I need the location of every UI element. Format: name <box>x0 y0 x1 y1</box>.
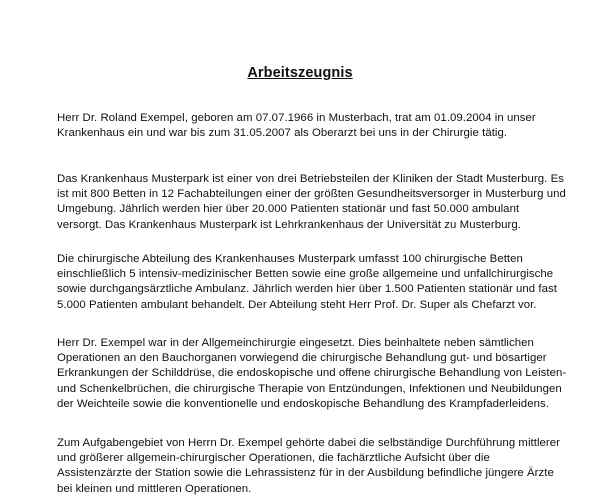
document-title: Arbeitszeugnis <box>247 65 353 81</box>
paragraph-surgery-department: Die chirurgische Abteilung des Krankenhauses Musterpark umfasst 100 chirurgische Betten einschließlich 5 intensiv-medizinischer Betten sowie eine große allgemeine und unfallchirurgische sowie durchgangsärztliche Ambulanz. Jährlich werden hier über 1.500 Patienten stationär und fast 5.000 Patienten ambulant behandelt. Der Abteilung steht Herr Prof. Dr. Super als Chefarzt vor. <box>57 253 557 311</box>
paragraph-duties: Zum Aufgabengebiet von Herrn Dr. Exempel gehörte dabei die selbständige Durchführung mittlerer und größerer allgemein-chirurgischer Operationen, die fachärztliche Aufsicht über die Assistenzärzte der Station sowie die Lehrassistenz für in der Ausbildung befindliche jüngere Ärzte bei kleinen und mittleren Operationen. <box>57 437 561 495</box>
paragraph-introduction: Herr Dr. Roland Exempel, geboren am 07.07.1966 in Musterbach, trat am 01.09.2004 in unser Krankenhaus ein und war bis zum 31.05.2007 als Oberarzt bei uns in der Chirurgie tätig. <box>57 112 536 140</box>
paragraph-responsibilities: Herr Dr. Exempel war in der Allgemeinchirurgie eingesetzt. Dies beinhaltete neben sämtlichen Operationen an den Bauchorganen vorwiegend die chirurgische Behandlung gut- und bösartiger Erkrankungen der Schilddrüse, die endoskopische und offene chirurgische Behandlung von Leisten- und Schenkelbrüchen, die chirurgische Therapie von Entzündungen, Infektionen und Neubildungen der Weichteile sowie die konventionelle und endoskopische Behandlung des Krampfaderleidens. <box>57 337 567 410</box>
paragraph-hospital-description: Das Krankenhaus Musterpark ist einer von drei Betriebsteilen der Kliniken der Stadt Musterburg. Es ist mit 800 Betten in 12 Fachabteilungen einer der größten Gesundheitsversorger in Musterburg und Umgebung. Jährlich werden hier über 20.000 Patienten stationär und fast 50.000 ambulant versorgt. Das Krankenhaus Musterpark ist Lehrkrankenhaus der Universität zu Musterburg. <box>57 173 566 231</box>
